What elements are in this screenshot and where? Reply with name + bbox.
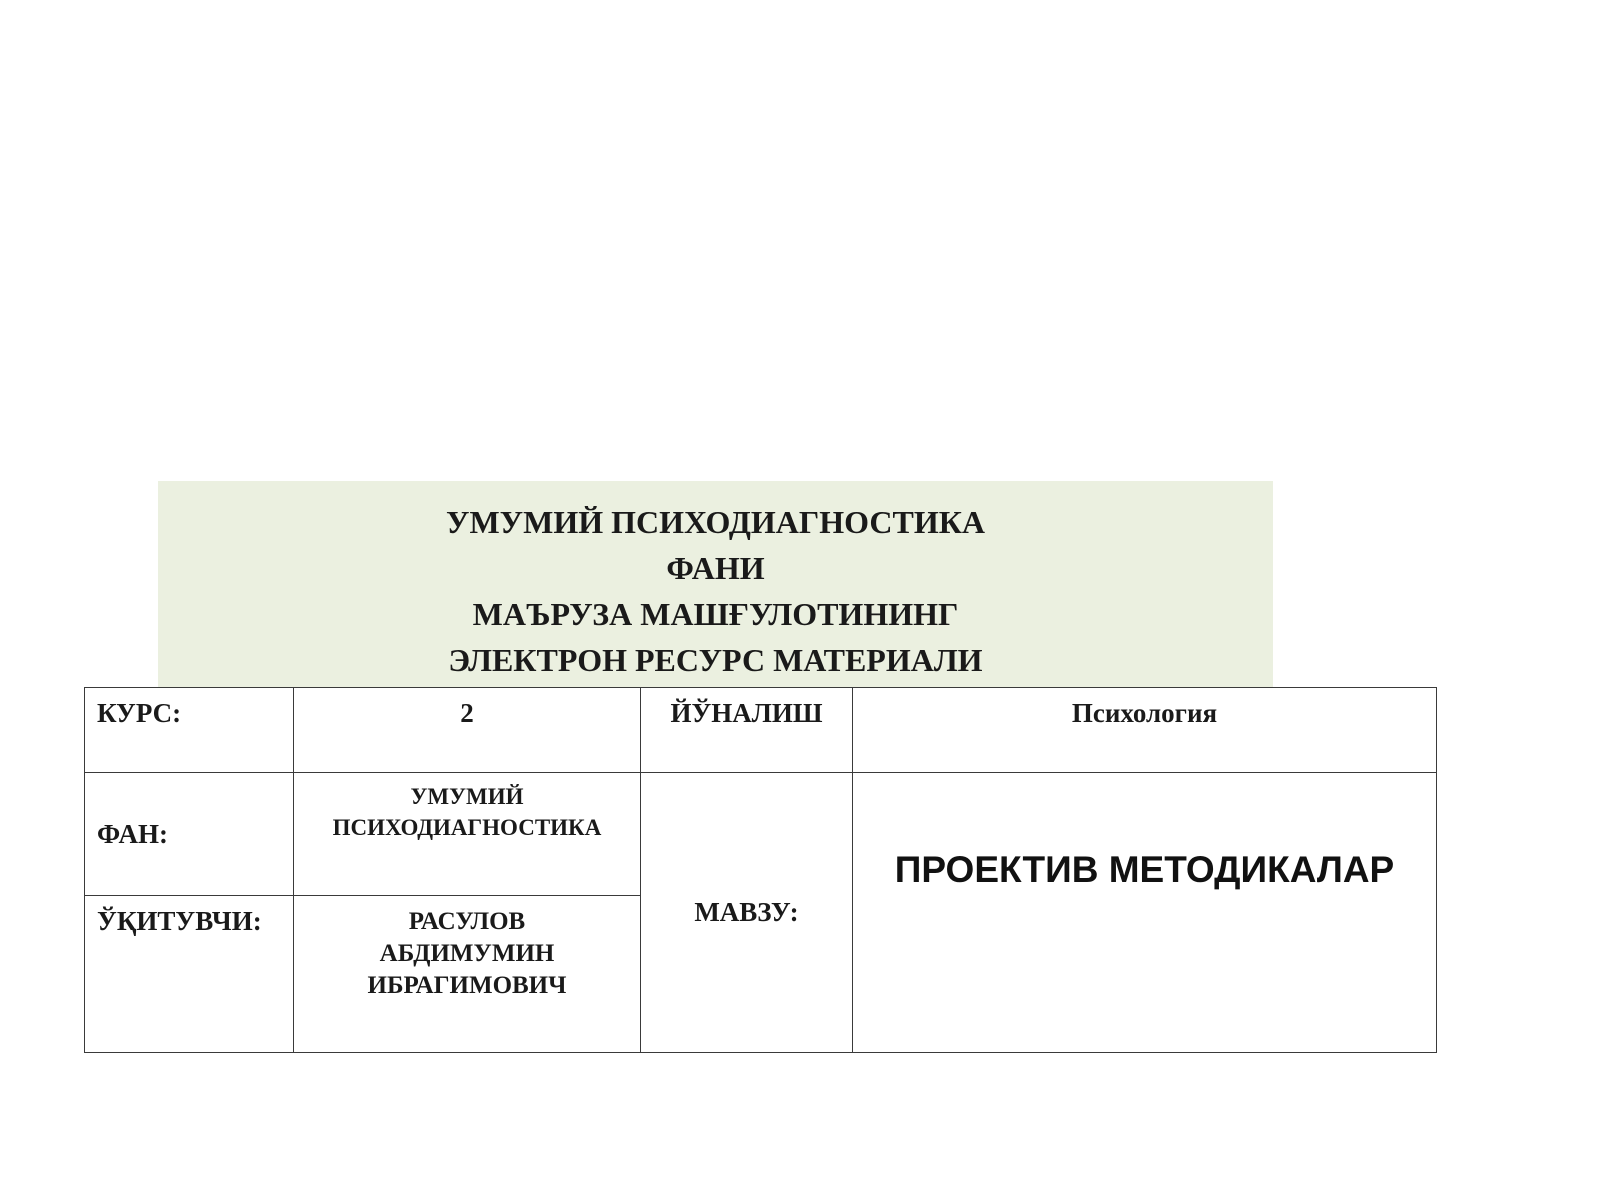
- info-table: [84, 687, 1437, 1053]
- subject-value-line1: УМУМИЙ: [410, 784, 524, 809]
- teacher-value-line1: РАСУЛОВ: [408, 908, 526, 935]
- title-line-subject: УМУМИЙ ПСИХОДИАГНОСТИКА: [445, 504, 986, 540]
- direction-label: ЙЎНАЛИШ: [641, 688, 853, 773]
- teacher-value-line3: ИБРАГИМОВИЧ: [367, 972, 567, 999]
- course-label: КУРС:: [85, 688, 294, 773]
- subject-value-line2: ПСИХОДИАГНОСТИКА: [332, 815, 602, 840]
- table-row-course: [85, 688, 1437, 773]
- title-line-resource: ЭЛЕКТРОН РЕСУРС МАТЕРИАЛИ: [448, 642, 983, 678]
- teacher-value: [294, 896, 641, 1053]
- topic-label: МАВЗУ:: [641, 773, 853, 1053]
- direction-value: Психология: [853, 688, 1437, 773]
- table-row-subject: [85, 773, 1437, 896]
- title-line-lecture: МАЪРУЗА МАШҒУЛОТИНИНГ: [472, 596, 959, 632]
- title-line-fani: ФАНИ: [666, 550, 765, 586]
- course-value: 2: [294, 688, 641, 773]
- title-block: [158, 481, 1273, 687]
- teacher-label: ЎҚИТУВЧИ:: [85, 896, 294, 1053]
- subject-label: ФАН:: [85, 773, 294, 896]
- subject-value: [294, 773, 641, 896]
- teacher-value-line2: АБДИМУМИН: [379, 940, 555, 967]
- topic-value: ПРОЕКТИВ МЕТОДИКАЛАР: [853, 773, 1437, 1053]
